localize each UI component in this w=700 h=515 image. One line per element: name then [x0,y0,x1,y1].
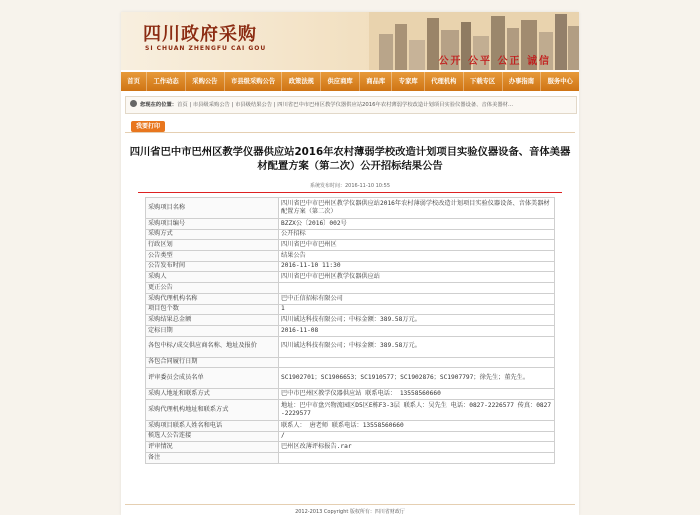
field-value: 四川省巴中市巴州区 [279,240,555,251]
table-row [146,261,555,272]
site-banner [121,12,579,70]
field-value: 联系人： 唐老师 联系电话：13558560660 [279,420,555,431]
nav-supplier-db[interactable]: 供应商库 [321,72,360,91]
table-row [146,272,555,283]
field-label: 各包合同履行日期 [146,357,279,368]
field-label: 备注 [146,453,279,464]
table-row [146,420,555,431]
nav-goods-db[interactable]: 商品库 [360,72,392,91]
field-value: 公开招标 [279,229,555,240]
nav-service-center[interactable]: 服务中心 [547,78,573,85]
nav-home[interactable]: 首页 [121,72,147,91]
table-row [146,229,555,240]
table-row [146,304,555,315]
field-value: 四川诚达科技有限公司；中标金额：389.58万元。 [279,336,555,357]
field-label: 公告类型 [146,251,279,262]
field-label: 采购人 [146,272,279,283]
field-value: / [279,431,555,442]
slogan-text: 公开 公平 公正 诚信 [438,56,551,67]
field-value: 结果公告 [279,251,555,262]
footer-divider [125,504,575,505]
field-value [279,453,555,464]
nav-county-notices[interactable]: 市县级采购公告 [225,72,283,91]
table-row [146,399,555,420]
table-row [146,219,555,230]
field-value: 巴中正信招标有限公司 [279,293,555,304]
breadcrumb-label: 您现在的位置： [140,102,178,108]
nav-policies[interactable]: 政策法规 [282,72,321,91]
title-divider [138,192,562,193]
publish-time: 系统发布时间：2016-11-10 10:55 [309,183,391,189]
field-label: 更正公告 [146,283,279,294]
footer-copyright: 2012-2013 Copyright 版权所有：四川省财政厅 [295,509,405,515]
field-value: 地址：巴中市盘兴物流园区D5区E栋F3-3层 联系人：吴先生 电话：0827-2226577 传真：0827-2229577 [279,399,555,420]
field-label: 公告发布时间 [146,261,279,272]
field-value: 巴中市巴州区教学仪器供应站 联系电话： 13558560660 [279,389,555,400]
field-label: 采购结果总金额 [146,315,279,326]
table-row [146,283,555,294]
table-row [146,315,555,326]
table-row [146,240,555,251]
table-row [146,389,555,400]
main-nav [121,72,579,91]
table-row [146,325,555,336]
field-label: 候选人公告连接 [146,431,279,442]
notice-title: 四川省巴中市巴州区教学仪器供应站2016年农村薄弱学校改造计划项目实验仪器设备、音体美器材配置方案（第二次）公开招标结果公告 [129,146,571,172]
field-label: 采购代理机构名称 [146,293,279,304]
field-value: 1 [279,304,555,315]
table-row [146,442,555,453]
field-label: 评审情况 [146,442,279,453]
field-label: 评审委员会成员名单 [146,368,279,389]
table-row [146,357,555,368]
field-label: 行政区划 [146,240,279,251]
field-value: SC1902701；SC1906653；SC1910577；SC1902876；SC1907797；徐先生；董先生。 [279,368,555,389]
location-icon [130,100,137,107]
table-row [146,251,555,262]
field-label: 采购项目联系人姓名和电话 [146,420,279,431]
nav-expert-db[interactable]: 专家库 [392,72,424,91]
table-row [146,293,555,304]
nav-procurement-notices[interactable]: 采购公告 [186,72,225,91]
field-label: 采购方式 [146,229,279,240]
field-label: 各包中标/成交供应商名称、地址及报价 [146,336,279,357]
nav-downloads[interactable]: 下载专区 [464,72,503,91]
field-label: 定标日期 [146,325,279,336]
table-row [146,336,555,357]
table-row [146,453,555,464]
field-value[interactable]: 巴州区改薄评标报告.rar [279,442,555,453]
table-row [146,198,555,219]
field-value: 2016-11-10 11:30 [279,261,555,272]
field-value: 四川省巴中市巴州区教学仪器供应站 [279,272,555,283]
field-value: 2016-11-08 [279,325,555,336]
field-value [279,357,555,368]
page-container [121,12,579,515]
site-logo[interactable]: 四川政府采购 [143,24,257,45]
field-label: 采购人地址和联系方式 [146,389,279,400]
field-label: 采购代理机构地址和联系方式 [146,399,279,420]
field-value: BZZX公〔2016〕002号 [279,219,555,230]
notice-table [145,197,555,464]
field-label: 采购项目名称 [146,198,279,219]
field-value: 四川省巴中市巴州区教学仪器供应站2016年农村薄弱学校改造计划项目实验仪器设备、音体美器材配置方案（第二次） [279,198,555,219]
nav-guide[interactable]: 办事指南 [503,72,542,91]
table-row [146,431,555,442]
breadcrumb [125,96,577,114]
table-row [146,368,555,389]
nav-work-news[interactable]: 工作动态 [147,72,186,91]
field-value [279,283,555,294]
field-label: 项目包个数 [146,304,279,315]
nav-agencies[interactable]: 代理机构 [425,72,464,91]
breadcrumb-path[interactable]: 首页 | 市县级采购公告 | 市县级结果公告 | 四川省巴中市巴州区教学仪器供应站2016年农村薄弱学校改造计划项目实验仪器设备、音体美器材... [177,102,514,108]
print-button[interactable]: 我要打印 [131,121,165,132]
field-value: 四川诚达科技有限公司；中标金额：389.58万元。 [279,315,555,326]
site-logo-pinyin: SI CHUAN ZHENGFU CAI GOU [145,45,267,52]
field-label: 采购项目编号 [146,219,279,230]
divider [125,132,575,133]
